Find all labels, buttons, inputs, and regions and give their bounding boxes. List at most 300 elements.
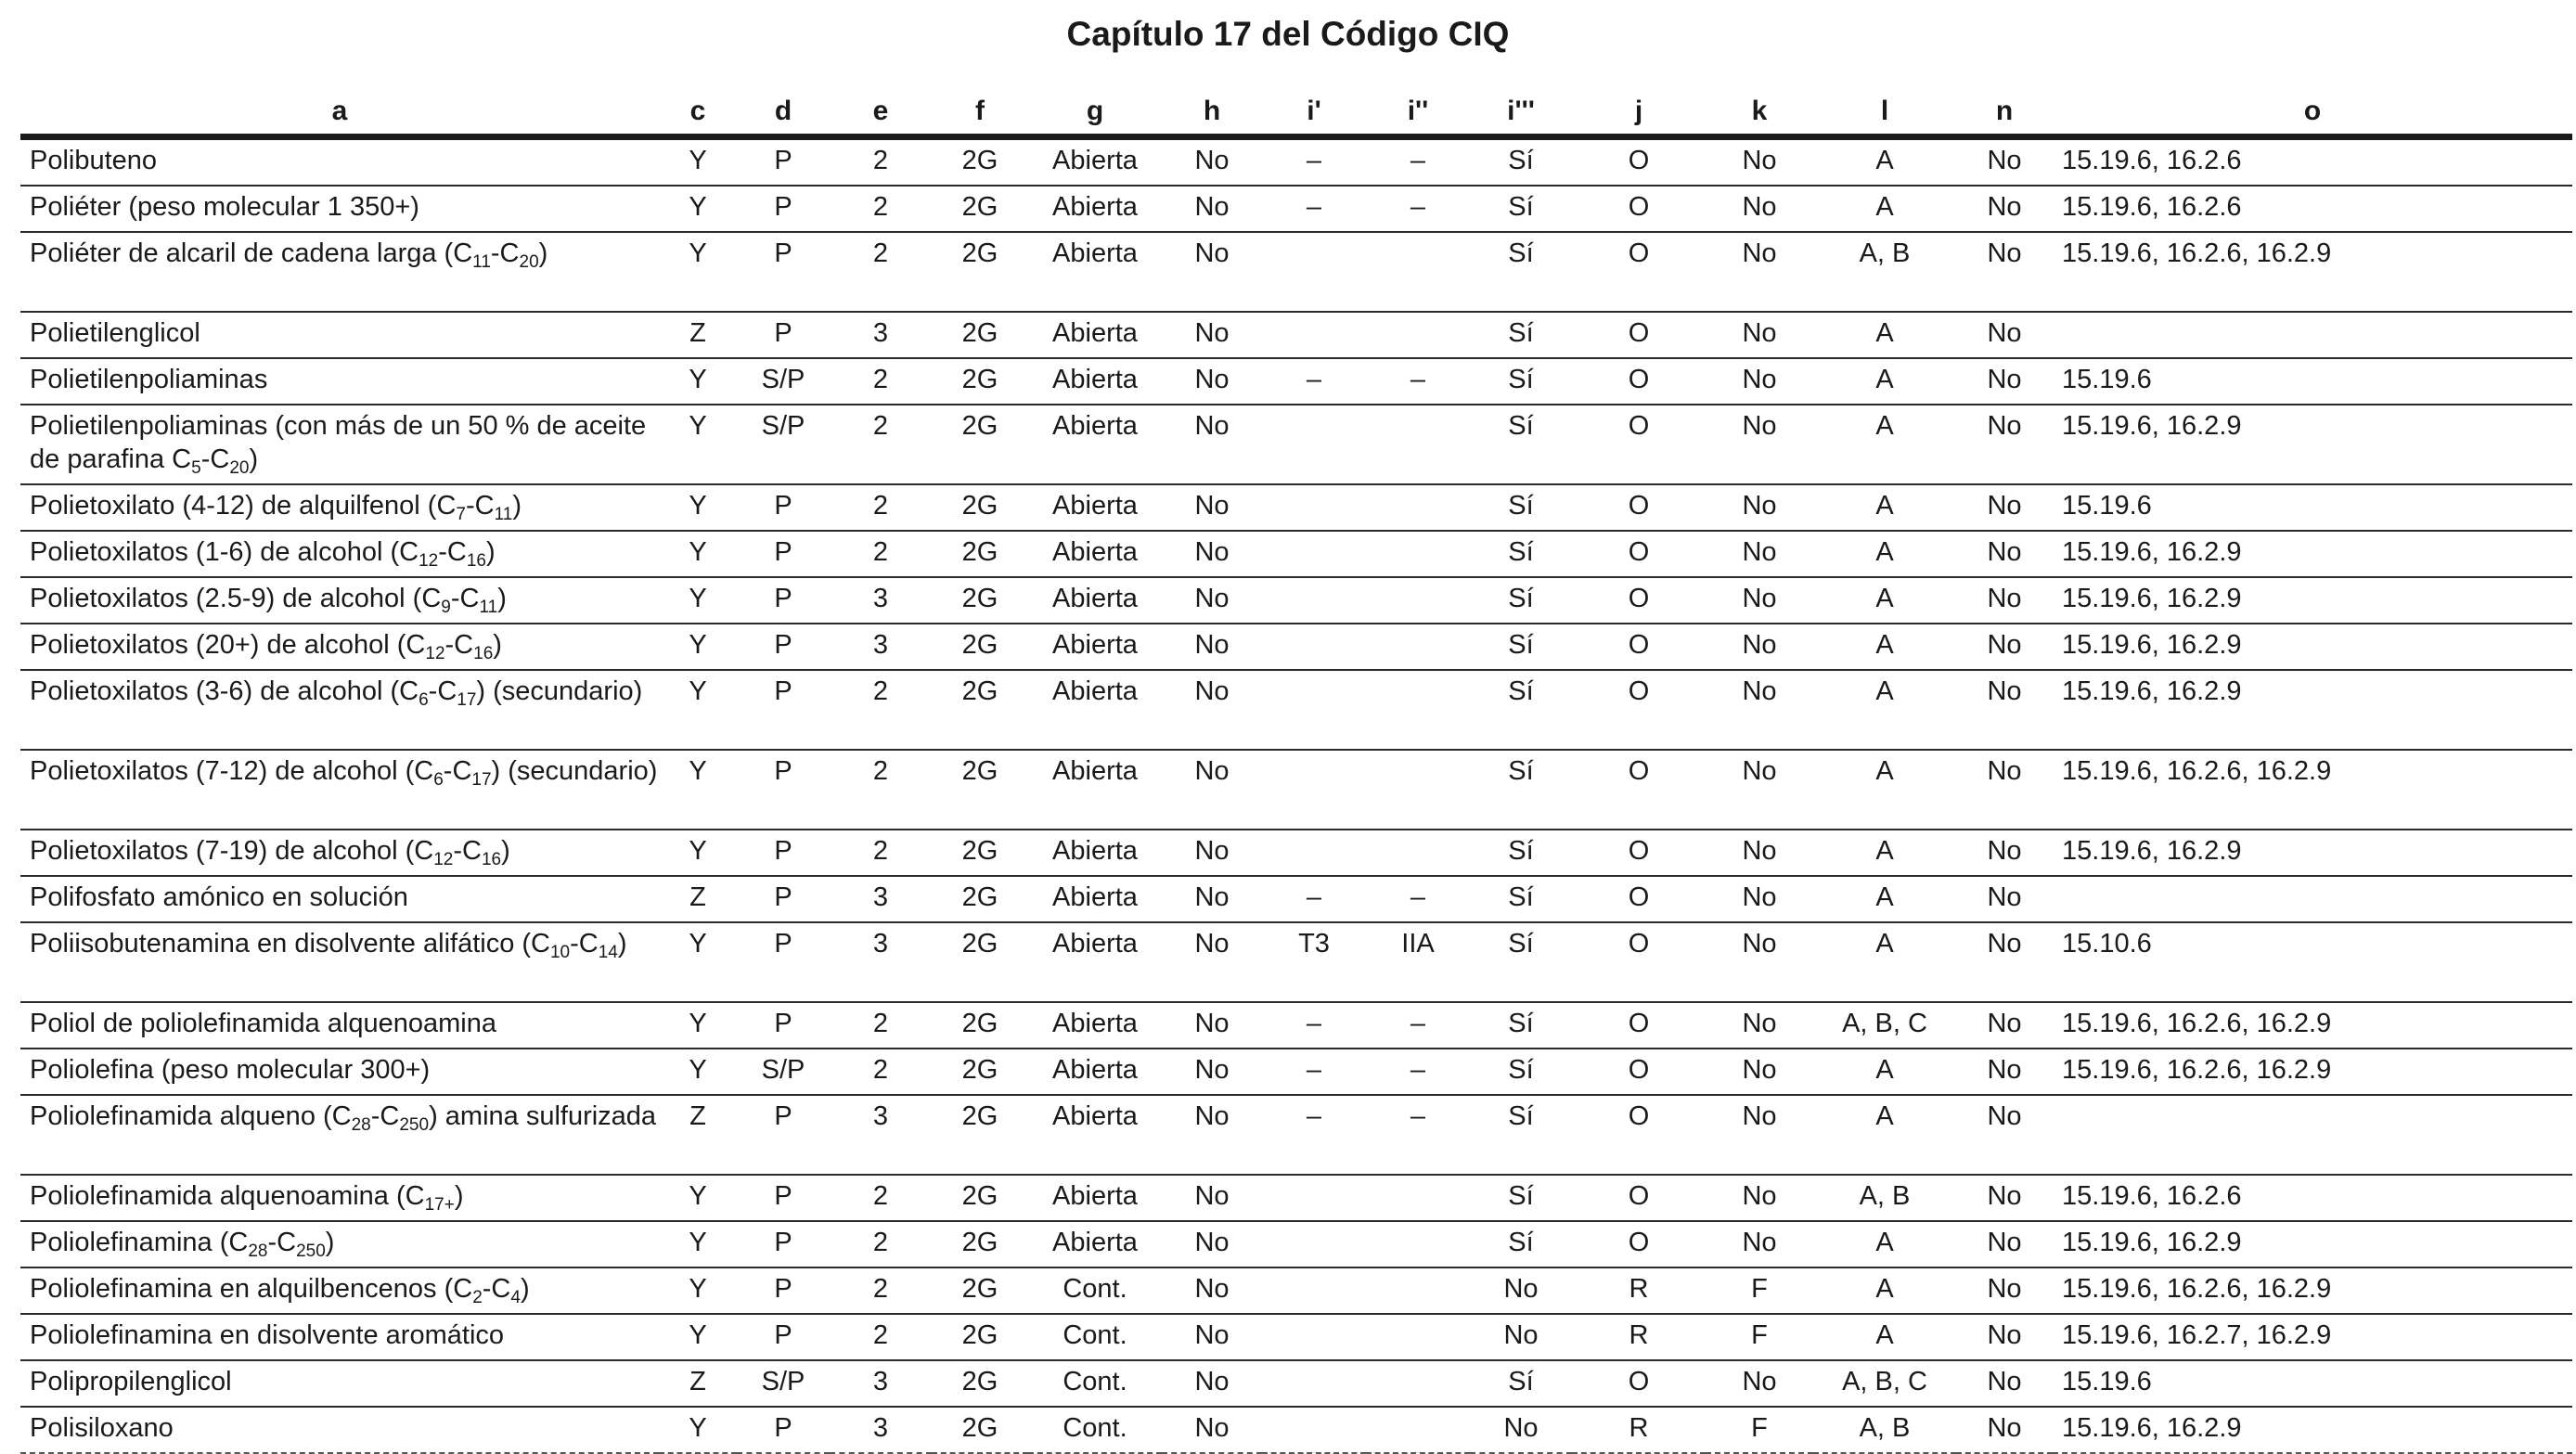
cell-g: Abierta	[1028, 1221, 1162, 1267]
table-row	[20, 232, 2572, 312]
cell-l: A	[1813, 922, 1956, 1002]
cell-i2	[1366, 484, 1470, 531]
cell-k: No	[1706, 1095, 1813, 1175]
cell-g: Abierta	[1028, 1002, 1162, 1049]
cell-n: No	[1956, 312, 2053, 358]
column-header: l	[1813, 89, 1956, 137]
cell-k: No	[1706, 750, 1813, 830]
cell-k: No	[1706, 922, 1813, 1002]
cell-i1	[1262, 1314, 1366, 1360]
cell-i2: –	[1366, 186, 1470, 232]
column-header: o	[2053, 89, 2572, 137]
table-row	[20, 922, 2572, 1002]
cell-a: Polietoxilatos (2.5-9) de alcohol $(C_9-C_{11})$	[20, 577, 659, 624]
table-row	[20, 1221, 2572, 1267]
cell-n: No	[1956, 750, 2053, 830]
cell-e: 2	[830, 1221, 932, 1267]
cell-g: Abierta	[1028, 830, 1162, 876]
cell-i1: T3	[1262, 922, 1366, 1002]
cell-c: Y	[659, 484, 737, 531]
cell-n: No	[1956, 1002, 2053, 1049]
cell-n: No	[1956, 484, 2053, 531]
cell-i3: Sí	[1470, 358, 1572, 405]
cell-l: A, B	[1813, 1175, 1956, 1221]
cell-a: Polietoxilato (4-12) de alquilfenol $(C_7-C_{11})$	[20, 484, 659, 531]
cell-i1: –	[1262, 1002, 1366, 1049]
cell-f: 2G	[932, 1407, 1028, 1453]
cell-i2: –	[1366, 1049, 1470, 1095]
cell-i1	[1262, 670, 1366, 750]
cell-e: 3	[830, 922, 932, 1002]
cell-a: Polifosfato amónico en solución	[20, 876, 659, 922]
cell-c: Y	[659, 186, 737, 232]
column-header: h	[1162, 89, 1262, 137]
cell-n: No	[1956, 1407, 2053, 1453]
cell-i3: No	[1470, 1407, 1572, 1453]
cell-e: 2	[830, 405, 932, 484]
cell-f: 2G	[932, 484, 1028, 531]
cell-k: No	[1706, 186, 1813, 232]
cell-f: 2G	[932, 624, 1028, 670]
cell-h: No	[1162, 137, 1262, 187]
cell-e: 2	[830, 232, 932, 312]
cell-i3: Sí	[1470, 1049, 1572, 1095]
cell-l: A	[1813, 830, 1956, 876]
cell-k: No	[1706, 577, 1813, 624]
table-row	[20, 137, 2572, 187]
cell-i2	[1366, 577, 1470, 624]
cell-i1	[1262, 1407, 1366, 1453]
cell-o: 15.19.6, 16.2.6, 16.2.9	[2053, 1002, 2572, 1049]
cell-f: 2G	[932, 358, 1028, 405]
cell-e: 2	[830, 186, 932, 232]
cell-h: No	[1162, 1221, 1262, 1267]
cell-i1: –	[1262, 1049, 1366, 1095]
table-row	[20, 1002, 2572, 1049]
cell-i1	[1262, 232, 1366, 312]
cell-j: O	[1572, 137, 1706, 187]
column-header: k	[1706, 89, 1813, 137]
cell-d: P	[737, 922, 830, 1002]
cell-o: 15.19.6, 16.2.6, 16.2.9	[2053, 232, 2572, 312]
cell-i2	[1366, 670, 1470, 750]
cell-i3: Sí	[1470, 1175, 1572, 1221]
cell-i3: Sí	[1470, 1221, 1572, 1267]
column-header: f	[932, 89, 1028, 137]
table-row	[20, 577, 2572, 624]
cell-a: Poliolefinamina en alquilbencenos $(C_2-C_4)$	[20, 1267, 659, 1314]
cell-e: 3	[830, 1095, 932, 1175]
cell-j: O	[1572, 922, 1706, 1002]
cell-o: 15.19.6, 16.2.9	[2053, 577, 2572, 624]
table-row	[20, 624, 2572, 670]
cell-k: No	[1706, 484, 1813, 531]
cell-d: P	[737, 876, 830, 922]
column-header: c	[659, 89, 737, 137]
cell-g: Abierta	[1028, 137, 1162, 187]
cell-f: 2G	[932, 137, 1028, 187]
cell-i3: Sí	[1470, 577, 1572, 624]
cell-h: No	[1162, 1002, 1262, 1049]
cell-i1	[1262, 405, 1366, 484]
cell-a: Poliéter de alcaril de cadena larga $(C_{11}-C_{20})$	[20, 232, 659, 312]
cell-g: Abierta	[1028, 876, 1162, 922]
cell-c: Z	[659, 1095, 737, 1175]
cell-g: Abierta	[1028, 405, 1162, 484]
cell-i3: Sí	[1470, 531, 1572, 577]
table-row	[20, 1049, 2572, 1095]
cell-i3: Sí	[1470, 876, 1572, 922]
cell-i1	[1262, 484, 1366, 531]
cell-n: No	[1956, 137, 2053, 187]
cell-g: Cont.	[1028, 1314, 1162, 1360]
cell-l: A	[1813, 750, 1956, 830]
cell-h: No	[1162, 670, 1262, 750]
table-row	[20, 750, 2572, 830]
cell-g: Abierta	[1028, 186, 1162, 232]
cell-l: A	[1813, 1221, 1956, 1267]
cell-k: No	[1706, 531, 1813, 577]
cell-i3: Sí	[1470, 312, 1572, 358]
cargo-table	[20, 89, 2572, 1454]
cell-i2: –	[1366, 137, 1470, 187]
cell-i1	[1262, 830, 1366, 876]
cell-l: A	[1813, 531, 1956, 577]
cell-o: 15.19.6, 16.2.6	[2053, 1175, 2572, 1221]
cell-i2	[1366, 1360, 1470, 1407]
table-row	[20, 531, 2572, 577]
cell-j: R	[1572, 1407, 1706, 1453]
cell-n: No	[1956, 624, 2053, 670]
cell-k: No	[1706, 1221, 1813, 1267]
cell-g: Abierta	[1028, 624, 1162, 670]
cell-g: Abierta	[1028, 577, 1162, 624]
cell-i2	[1366, 405, 1470, 484]
cell-g: Abierta	[1028, 484, 1162, 531]
cell-l: A	[1813, 1267, 1956, 1314]
cell-a: Poliisobutenamina en disolvente alifático $(C_{10}-C_{14})$	[20, 922, 659, 1002]
cell-i3: Sí	[1470, 186, 1572, 232]
cell-i3: Sí	[1470, 137, 1572, 187]
cell-h: No	[1162, 922, 1262, 1002]
cell-o: 15.19.6, 16.2.9	[2053, 624, 2572, 670]
cell-g: Cont.	[1028, 1267, 1162, 1314]
cell-c: Y	[659, 137, 737, 187]
cell-k: No	[1706, 1002, 1813, 1049]
cell-k: No	[1706, 1360, 1813, 1407]
cell-a: Poliolefinamina en disolvente aromático	[20, 1314, 659, 1360]
cell-j: O	[1572, 670, 1706, 750]
table-row	[20, 405, 2572, 484]
table-row	[20, 670, 2572, 750]
cell-o: 15.19.6, 16.2.6	[2053, 137, 2572, 187]
cell-l: A	[1813, 405, 1956, 484]
cell-n: No	[1956, 1267, 2053, 1314]
cell-c: Y	[659, 624, 737, 670]
cell-a: Polietilenpoliaminas (con más de un 50 % de aceite de parafina $C_5-C_{20}$)	[20, 405, 659, 484]
cell-c: Y	[659, 1407, 737, 1453]
cell-i2: IIA	[1366, 922, 1470, 1002]
cell-i3: Sí	[1470, 922, 1572, 1002]
cell-c: Y	[659, 750, 737, 830]
cell-c: Y	[659, 670, 737, 750]
cell-c: Y	[659, 358, 737, 405]
cell-i3: Sí	[1470, 232, 1572, 312]
cell-o: 15.19.6, 16.2.9	[2053, 1221, 2572, 1267]
cell-g: Abierta	[1028, 750, 1162, 830]
cell-i3: Sí	[1470, 484, 1572, 531]
cell-n: No	[1956, 232, 2053, 312]
cell-f: 2G	[932, 1360, 1028, 1407]
cell-h: No	[1162, 577, 1262, 624]
cell-j: O	[1572, 1360, 1706, 1407]
cell-i2	[1366, 232, 1470, 312]
cell-j: O	[1572, 624, 1706, 670]
cell-i3: Sí	[1470, 830, 1572, 876]
table-body	[20, 137, 2572, 1454]
cell-c: Y	[659, 1314, 737, 1360]
cell-l: A	[1813, 876, 1956, 922]
cell-j: O	[1572, 577, 1706, 624]
cell-g: Abierta	[1028, 922, 1162, 1002]
cell-h: No	[1162, 232, 1262, 312]
table-row	[20, 1267, 2572, 1314]
cell-n: No	[1956, 1049, 2053, 1095]
cell-l: A	[1813, 358, 1956, 405]
cell-o: 15.19.6, 16.2.6	[2053, 186, 2572, 232]
cell-o: 15.19.6	[2053, 358, 2572, 405]
cell-a: Polietoxilatos (3-6) de alcohol $(C_6-C_{17})$ (secundario)	[20, 670, 659, 750]
cell-e: 2	[830, 1049, 932, 1095]
cell-j: R	[1572, 1267, 1706, 1314]
cell-j: O	[1572, 232, 1706, 312]
cell-f: 2G	[932, 830, 1028, 876]
cell-d: P	[737, 670, 830, 750]
table-row	[20, 876, 2572, 922]
table-row	[20, 1095, 2572, 1175]
cell-d: P	[737, 186, 830, 232]
cell-j: O	[1572, 1175, 1706, 1221]
cell-j: O	[1572, 405, 1706, 484]
cell-i1: –	[1262, 358, 1366, 405]
cell-g: Abierta	[1028, 358, 1162, 405]
cell-i3: Sí	[1470, 1360, 1572, 1407]
column-header: e	[830, 89, 932, 137]
cell-c: Y	[659, 1175, 737, 1221]
cell-a: Poliolefinamina $(C_{28}-C_{250})$	[20, 1221, 659, 1267]
cell-l: A	[1813, 670, 1956, 750]
cell-c: Z	[659, 876, 737, 922]
cell-e: 3	[830, 876, 932, 922]
cell-k: No	[1706, 830, 1813, 876]
cell-d: P	[737, 312, 830, 358]
table-row	[20, 1314, 2572, 1360]
cell-c: Z	[659, 312, 737, 358]
cell-f: 2G	[932, 186, 1028, 232]
cell-h: No	[1162, 624, 1262, 670]
column-header: j	[1572, 89, 1706, 137]
cell-g: Cont.	[1028, 1360, 1162, 1407]
cell-i2: –	[1366, 1095, 1470, 1175]
cell-j: R	[1572, 1314, 1706, 1360]
cell-f: 2G	[932, 531, 1028, 577]
cell-o	[2053, 312, 2572, 358]
cell-o: 15.19.6, 16.2.9	[2053, 405, 2572, 484]
cell-n: No	[1956, 830, 2053, 876]
cell-a: Polietoxilatos (7-12) de alcohol $(C_6-C_{17})$ (secundario)	[20, 750, 659, 830]
cell-i2	[1366, 1221, 1470, 1267]
cell-h: No	[1162, 1095, 1262, 1175]
cell-l: A, B, C	[1813, 1002, 1956, 1049]
cell-l: A	[1813, 1314, 1956, 1360]
cell-n: No	[1956, 1360, 2053, 1407]
cell-f: 2G	[932, 1314, 1028, 1360]
cell-e: 2	[830, 137, 932, 187]
cell-f: 2G	[932, 876, 1028, 922]
cell-n: No	[1956, 922, 2053, 1002]
cell-i1	[1262, 750, 1366, 830]
column-header: i'	[1262, 89, 1366, 137]
cell-j: O	[1572, 531, 1706, 577]
cell-i1	[1262, 624, 1366, 670]
cell-c: Y	[659, 577, 737, 624]
cell-i3: Sí	[1470, 624, 1572, 670]
cell-k: No	[1706, 1175, 1813, 1221]
cell-f: 2G	[932, 1175, 1028, 1221]
cell-n: No	[1956, 405, 2053, 484]
cell-a: Polietilenpoliaminas	[20, 358, 659, 405]
cell-i2: –	[1366, 1002, 1470, 1049]
cell-d: P	[737, 624, 830, 670]
cell-l: A	[1813, 137, 1956, 187]
cell-n: No	[1956, 1175, 2053, 1221]
table-row	[20, 358, 2572, 405]
cell-o: 15.19.6, 16.2.6, 16.2.9	[2053, 1267, 2572, 1314]
column-header: g	[1028, 89, 1162, 137]
cell-n: No	[1956, 1221, 2053, 1267]
cell-i2	[1366, 1407, 1470, 1453]
cell-d: P	[737, 750, 830, 830]
cell-g: Cont.	[1028, 1407, 1162, 1453]
table-row	[20, 830, 2572, 876]
cell-o	[2053, 876, 2572, 922]
cell-a: Polibuteno	[20, 137, 659, 187]
cell-o: 15.19.6, 16.2.9	[2053, 670, 2572, 750]
column-header: a	[20, 89, 659, 137]
cell-i2	[1366, 1267, 1470, 1314]
cell-h: No	[1162, 531, 1262, 577]
cell-c: Y	[659, 1002, 737, 1049]
cell-e: 2	[830, 531, 932, 577]
cell-f: 2G	[932, 1049, 1028, 1095]
cell-d: P	[737, 1175, 830, 1221]
table-row	[20, 312, 2572, 358]
cell-h: No	[1162, 750, 1262, 830]
cell-f: 2G	[932, 1095, 1028, 1175]
cell-n: No	[1956, 577, 2053, 624]
cell-n: No	[1956, 670, 2053, 750]
cell-e: 2	[830, 1314, 932, 1360]
cell-f: 2G	[932, 405, 1028, 484]
cell-o: 15.10.6	[2053, 922, 2572, 1002]
cell-f: 2G	[932, 1267, 1028, 1314]
cell-e: 2	[830, 484, 932, 531]
cell-h: No	[1162, 830, 1262, 876]
cell-j: O	[1572, 1095, 1706, 1175]
cell-d: P	[737, 577, 830, 624]
cell-i1: –	[1262, 876, 1366, 922]
cell-g: Abierta	[1028, 1095, 1162, 1175]
cell-l: A	[1813, 624, 1956, 670]
cell-i1	[1262, 1221, 1366, 1267]
table-row	[20, 484, 2572, 531]
cell-i1: –	[1262, 1095, 1366, 1175]
cell-g: Abierta	[1028, 232, 1162, 312]
cell-d: P	[737, 1095, 830, 1175]
cell-i3: No	[1470, 1314, 1572, 1360]
cell-i2	[1366, 531, 1470, 577]
cell-h: No	[1162, 1314, 1262, 1360]
cell-e: 2	[830, 1175, 932, 1221]
cell-a: Polietilenglicol	[20, 312, 659, 358]
cell-l: A	[1813, 1095, 1956, 1175]
cell-i2	[1366, 312, 1470, 358]
cell-c: Y	[659, 531, 737, 577]
cell-k: F	[1706, 1407, 1813, 1453]
cell-k: No	[1706, 358, 1813, 405]
cell-i2	[1366, 1175, 1470, 1221]
cell-d: P	[737, 1002, 830, 1049]
cell-e: 2	[830, 750, 932, 830]
table-row	[20, 1407, 2572, 1453]
cell-d: P	[737, 484, 830, 531]
cell-d: P	[737, 830, 830, 876]
cell-d: P	[737, 137, 830, 187]
cell-h: No	[1162, 358, 1262, 405]
cell-e: 2	[830, 830, 932, 876]
cell-o: 15.19.6, 16.2.6, 16.2.9	[2053, 1049, 2572, 1095]
cell-j: O	[1572, 876, 1706, 922]
cell-a: Polipropilenglicol	[20, 1360, 659, 1407]
cell-i1: –	[1262, 137, 1366, 187]
cell-a: Poliolefinamida alqueno $(C_{28}-C_{250})$ amina sulfurizada	[20, 1095, 659, 1175]
cell-a: Poliolefinamida alquenoamina $(C_{17+})$	[20, 1175, 659, 1221]
cell-i2	[1366, 1314, 1470, 1360]
cell-e: 2	[830, 1267, 932, 1314]
cell-i1: –	[1262, 186, 1366, 232]
cell-f: 2G	[932, 670, 1028, 750]
cell-c: Y	[659, 232, 737, 312]
cell-e: 2	[830, 670, 932, 750]
cell-d: P	[737, 1267, 830, 1314]
cell-f: 2G	[932, 922, 1028, 1002]
cell-g: Abierta	[1028, 1175, 1162, 1221]
cell-o: 15.19.6, 16.2.9	[2053, 531, 2572, 577]
header-row	[20, 89, 2572, 137]
cell-h: No	[1162, 484, 1262, 531]
cell-l: A	[1813, 484, 1956, 531]
cell-l: A	[1813, 186, 1956, 232]
cell-n: No	[1956, 531, 2053, 577]
cell-h: No	[1162, 405, 1262, 484]
cell-n: No	[1956, 876, 2053, 922]
table-row	[20, 1175, 2572, 1221]
cell-i1	[1262, 1267, 1366, 1314]
column-header: n	[1956, 89, 2053, 137]
cell-k: No	[1706, 624, 1813, 670]
cell-o: 15.19.6, 16.2.9	[2053, 1407, 2572, 1453]
cell-c: Z	[659, 1360, 737, 1407]
